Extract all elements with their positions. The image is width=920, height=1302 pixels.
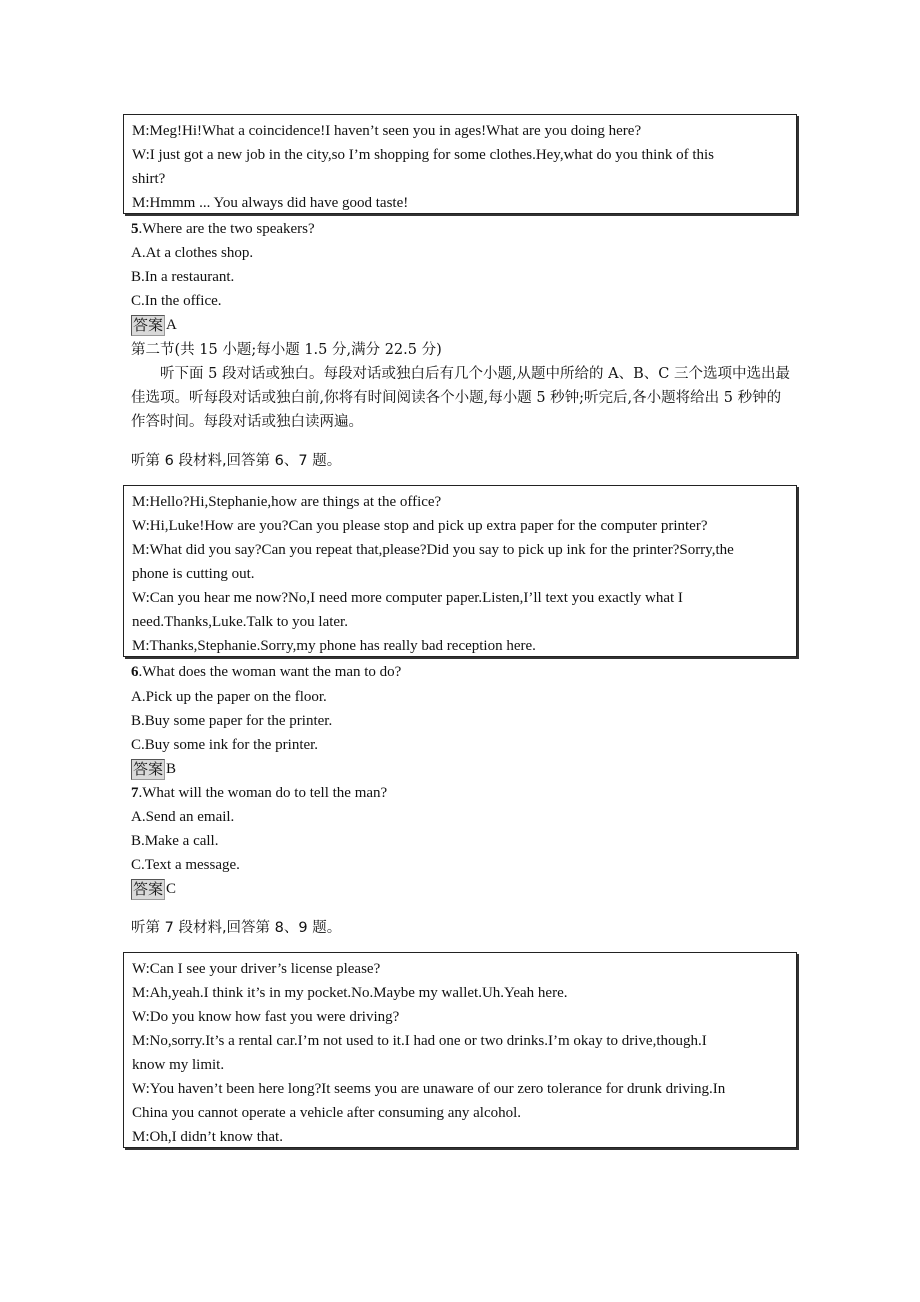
question-text: .What does the woman want the man to do? [138, 664, 402, 680]
dialog-line: W:Can I see your driver’s license please? [132, 961, 381, 977]
q5-answer [131, 313, 177, 337]
answer-value: A [166, 317, 177, 333]
section-2-instructions: 听下面 5 段对话或独白。每段对话或独白后有几个小题,从题中所给的 A、B、C 三个选项中选出最佳选项。听每段对话或独白前,你将有时间阅读各个小题,每小题 5 秒钟;听完后,各小题将给出 5 秒钟的作答时间。每段对话或独白读两遍。 [131, 366, 790, 430]
material-6-heading: 听第 6 段材料,回答第 6、7 题。 [131, 453, 342, 469]
answer-badge: 答案 [133, 316, 164, 335]
q7-option-a: A.Send an email. [131, 809, 235, 825]
question-text: .Where are the two speakers? [138, 221, 315, 237]
dialog-box-3 [123, 952, 797, 1148]
dialog-line: phone is cutting out. [132, 566, 255, 582]
dialog-line: M:Thanks,Stephanie.Sorry,my phone has really bad reception here. [132, 638, 536, 654]
dialog-line: China you cannot operate a vehicle after consuming any alcohol. [132, 1105, 522, 1121]
question-5 [131, 217, 315, 241]
dialog-line: W:Can you hear me now?No,I need more computer paper.Listen,I’ll text you exactly what I [132, 590, 683, 606]
dialog-box-1 [123, 114, 797, 214]
q6-option-b: B.Buy some paper for the printer. [131, 713, 333, 729]
dialog-line: W:You haven’t been here long?It seems you are unaware of our zero tolerance for drunk driving.In [132, 1081, 726, 1097]
dialog-line: M:Ah,yeah.I think it’s in my pocket.No.Maybe my wallet.Uh.Yeah here. [132, 985, 568, 1001]
answer-value: B [166, 761, 177, 777]
answer-badge: 答案 [133, 760, 164, 779]
dialog-line: need.Thanks,Luke.Talk to you later. [132, 614, 348, 630]
q6-option-a: A.Pick up the paper on the floor. [131, 689, 327, 705]
question-number: 5 [131, 221, 139, 237]
dialog-line: W:Do you know how fast you were driving? [132, 1009, 400, 1025]
dialog-line: shirt? [132, 171, 166, 187]
q5-option-a: A.At a clothes shop. [131, 245, 254, 261]
q7-answer [131, 877, 176, 901]
section-2-heading: 第二节(共 15 小题;每小题 1.5 分,满分 22.5 分) [131, 342, 442, 358]
question-7 [131, 781, 387, 805]
q7-option-b: B.Make a call. [131, 833, 219, 849]
q5-option-c: C.In the office. [131, 293, 222, 309]
dialog-box-2 [123, 485, 797, 657]
dialog-line: know my limit. [132, 1057, 225, 1073]
answer-badge: 答案 [133, 880, 164, 899]
dialog-line: W:Hi,Luke!How are you?Can you please stop and pick up extra paper for the computer printer? [132, 518, 708, 534]
q5-option-b: B.In a restaurant. [131, 269, 235, 285]
q6-answer [131, 757, 176, 781]
dialog-line: M:Meg!Hi!What a coincidence!I haven’t seen you in ages!What are you doing here? [132, 123, 642, 139]
dialog-line: M:No,sorry.It’s a rental car.I’m not used to it.I had one or two drinks.I’m okay to drive,though.I [132, 1033, 707, 1049]
dialog-line: M:Oh,I didn’t know that. [132, 1129, 283, 1145]
q6-option-c: C.Buy some ink for the printer. [131, 737, 319, 753]
material-7-heading: 听第 7 段材料,回答第 8、9 题。 [131, 920, 342, 936]
q7-option-c: C.Text a message. [131, 857, 240, 873]
dialog-line: M:Hello?Hi,Stephanie,how are things at the office? [132, 494, 442, 510]
question-6 [131, 660, 401, 684]
question-number: 7 [131, 785, 139, 801]
dialog-line: M:What did you say?Can you repeat that,please?Did you say to pick up ink for the printer?Sorry,the [132, 542, 734, 558]
dialog-line: M:Hmmm ... You always did have good taste! [132, 195, 409, 211]
dialog-line: W:I just got a new job in the city,so I’m shopping for some clothes.Hey,what do you think of this [132, 147, 714, 163]
question-number: 6 [131, 664, 139, 680]
question-text: .What will the woman do to tell the man? [138, 785, 388, 801]
answer-value: C [166, 881, 177, 897]
